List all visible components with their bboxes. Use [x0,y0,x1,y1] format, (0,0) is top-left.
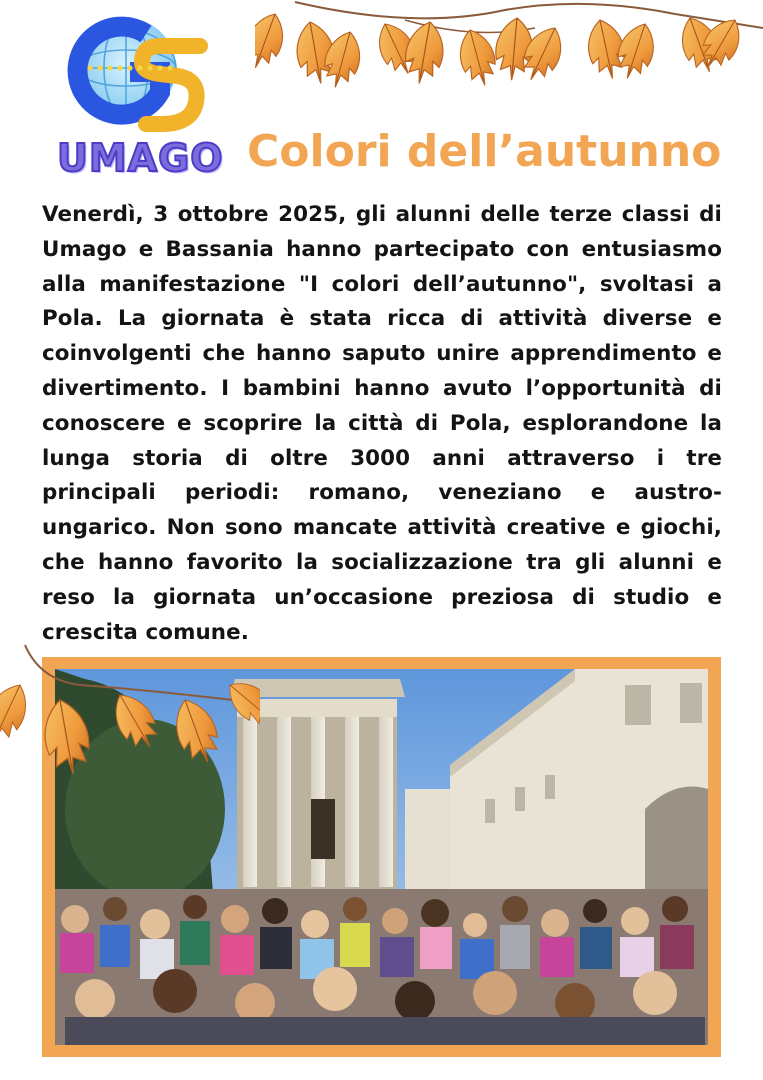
page-title: Colori dell’autunno [247,126,722,177]
autumn-leaves-top-icon [255,0,763,120]
logo-text: UMAGO [57,136,224,180]
autumn-leaves-left-icon [0,640,260,790]
article-paragraph: Venerdì, 3 ottobre 2025, gli alunni delle terze classi di Umago e Bassania hanno partecipato con entusiasmo alla manifestazione "I colori dell’autunno", svoltasi a Pola. La giornata è stata ricca di attività diverse e coinvolgenti che hanno saputo unire apprendimento e divertimento. I bambini hanno avuto l’opportunità di conoscere e scoprire la città di Pola, esplorandone la lunga storia di oltre 3000 anni attraverso i tre principali periodi: romano, veneziano e austro-ungarico. Non sono mancate attività creative e giochi, che hanno favorito la socializzazione tra gli alunni e reso la giornata un’occasione preziosa di studio e crescita comune. [42,202,722,645]
globe-logo-icon [50,6,220,141]
